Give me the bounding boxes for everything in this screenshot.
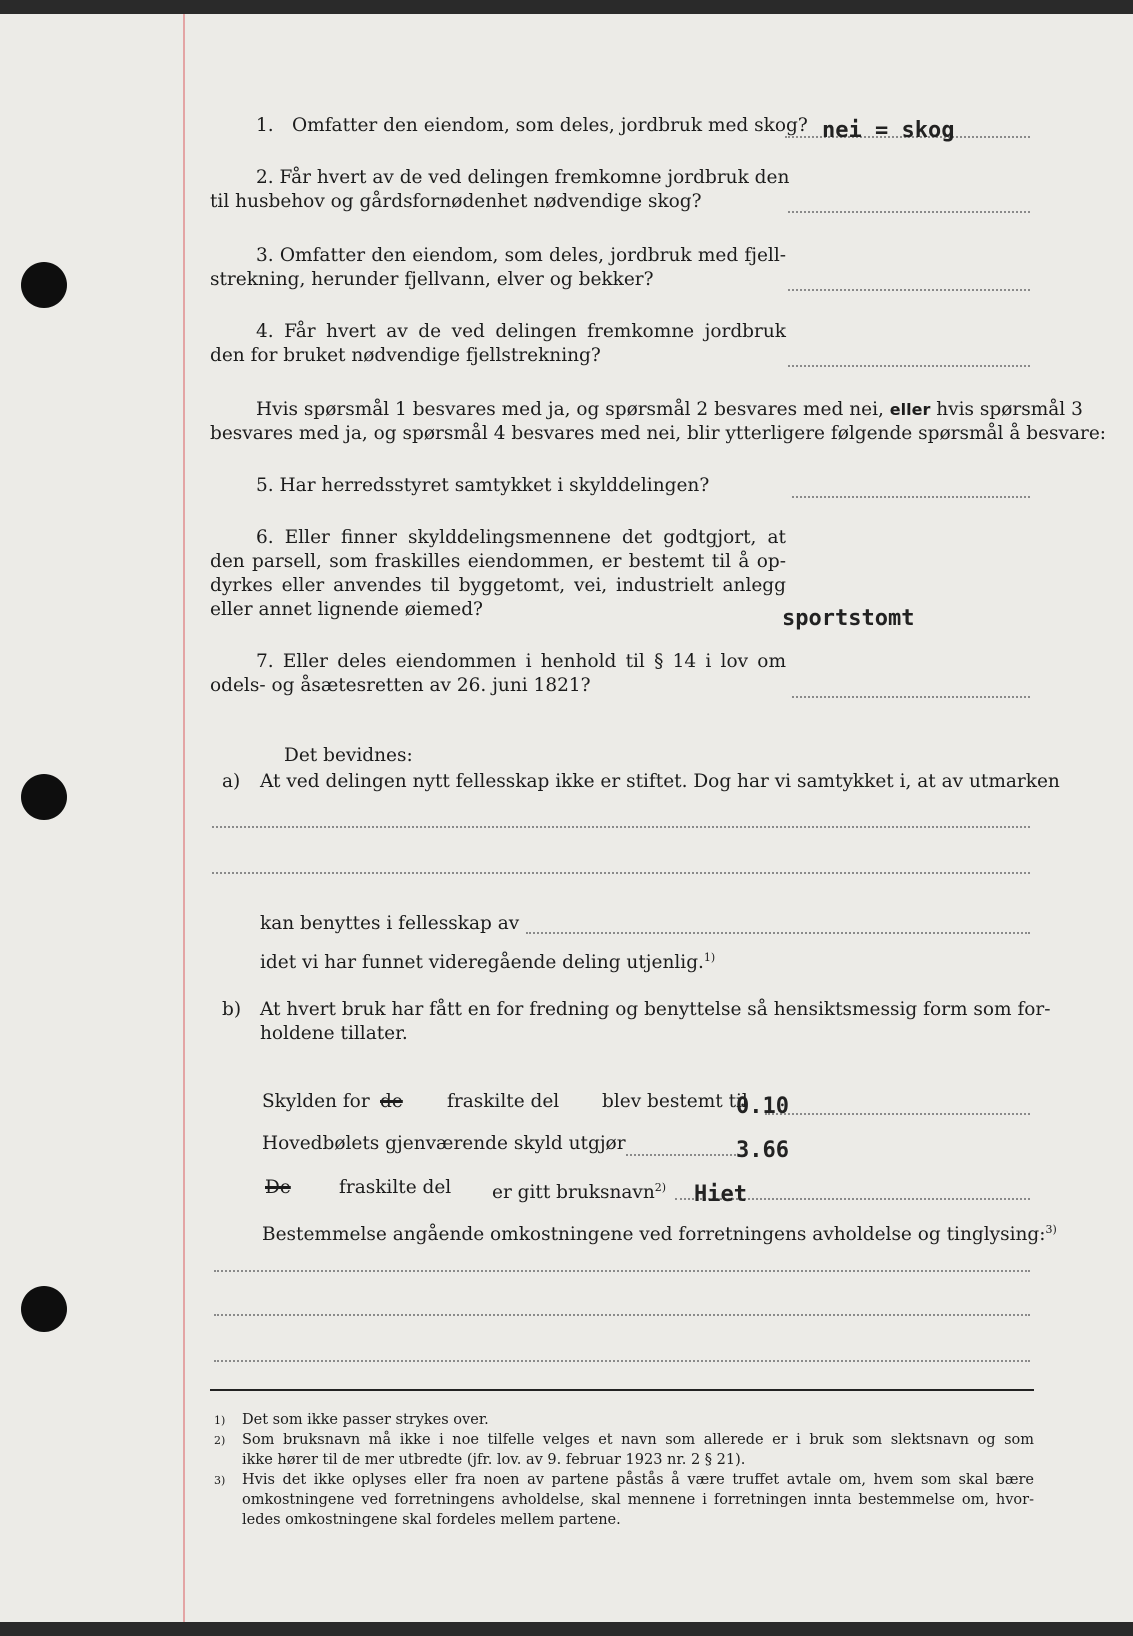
item-b-line2: holdene tillater. xyxy=(260,1023,408,1044)
item-a-reason xyxy=(260,946,715,975)
navn-text: er gitt bruksnavn xyxy=(492,1182,655,1204)
skyld-label-c: blev bestemt til xyxy=(602,1091,748,1112)
answer-line xyxy=(792,696,1030,698)
navn-label-b: fraskilte del xyxy=(339,1177,452,1198)
q7-line1: 7. Eller deles eiendommen i henhold til § 14 i lov om xyxy=(256,651,786,672)
footnote-ref: 3) xyxy=(1045,1223,1057,1236)
hoved-value: 3.66 xyxy=(736,1138,789,1163)
item-a-shared: kan benyttes i fellesskap av xyxy=(260,913,520,934)
cost-text: Bestemmelse angående omkostningene ved forretningens avholdelse og tinglysing: xyxy=(262,1224,1046,1246)
footnote-ref: 2) xyxy=(654,1181,667,1194)
condition-text: hvis spørsmål 3 xyxy=(936,399,1083,420)
footnote-2-line1: Som bruksnavn må ikke i noe tilfelle velges et navn som allerede er i bruk som slektsnavn og som xyxy=(242,1432,1034,1448)
q3-line2: strekning, herunder fjellvann, elver og bekker? xyxy=(210,269,654,290)
q1-num: 1. xyxy=(256,115,274,136)
footnote-3-line2: omkostningene ved forretningens avholdelse, skal mennene i forretningen innta bestemmelse om, hvor- xyxy=(242,1492,1034,1508)
item-a-label: a) xyxy=(222,771,241,792)
hoved-label: Hovedbølets gjenværende skyld utgjør xyxy=(262,1133,626,1154)
fill-line xyxy=(214,1360,1030,1362)
fill-line xyxy=(214,1270,1030,1272)
skyld-value: 0.10 xyxy=(736,1094,789,1119)
answer-line xyxy=(788,289,1030,291)
q3-line1: 3. Omfatter den eiendom, som deles, jordbruk med fjell- xyxy=(256,245,786,266)
struck-word: De xyxy=(265,1177,291,1198)
skyld-label: Skylden for xyxy=(262,1091,370,1112)
condition-line1 xyxy=(256,398,1083,422)
margin-line xyxy=(183,14,185,1622)
q6-line4: eller annet lignende øiemed? xyxy=(210,599,483,620)
footnote-mark: 2) xyxy=(214,1434,226,1447)
answer-line xyxy=(788,365,1030,367)
q6-line3: dyrkes eller anvendes til byggetomt, vei, industrielt anlegg xyxy=(210,575,786,596)
cost-label xyxy=(262,1218,1057,1247)
condition-eller: eller xyxy=(889,400,931,419)
q2-line2: til husbehov og gårdsfornødenhet nødvendige skog? xyxy=(210,191,702,212)
footnote-2-line2: ikke hører til de mer utbredte (jfr. lov. av 9. februar 1923 nr. 2 § 21). xyxy=(242,1452,746,1468)
q6-line2: den parsell, som fraskilles eiendommen, er bestemt til å op- xyxy=(210,551,786,572)
q2-line1: 2. Får hvert av de ved delingen fremkomne jordbruk den xyxy=(256,167,790,188)
footnote-mark: 3) xyxy=(214,1474,226,1487)
fill-line xyxy=(212,826,1030,828)
q6-line1: 6. Eller finner skylddelingsmennene det godtgjort, at xyxy=(256,527,786,548)
q5-text: 5. Har herredsstyret samtykket i skylddelingen? xyxy=(256,475,710,496)
punch-hole xyxy=(21,774,67,820)
struck-word: de xyxy=(380,1091,403,1112)
q1-answer: nei = skog xyxy=(822,118,955,143)
navn-value: Hiet xyxy=(694,1182,747,1207)
item-a-text: At ved delingen nytt fellesskap ikke er stiftet. Dog har vi samtykket i, at av utmarken xyxy=(260,771,1060,792)
answer-line xyxy=(792,496,1030,498)
attestation-heading: Det bevidnes: xyxy=(284,745,413,766)
footnote-rule xyxy=(210,1389,1034,1391)
fill-line xyxy=(212,872,1030,874)
footnote-mark: 1) xyxy=(214,1414,226,1427)
skyld-label-b: fraskilte del xyxy=(447,1091,560,1112)
q7-line2: odels- og åsætesretten av 26. juni 1821? xyxy=(210,675,591,696)
footnote-3-line1: Hvis det ikke oplyses eller fra noen av partene påstås å være truffet avtale om, hvem som skal bære xyxy=(242,1472,1034,1488)
document-page xyxy=(0,14,1133,1622)
fill-line xyxy=(526,932,1030,934)
condition-text: Hvis spørsmål 1 besvares med ja, og spørsmål 2 besvares med nei, xyxy=(256,399,884,420)
punch-hole xyxy=(21,262,67,308)
condition-line2: besvares med ja, og spørsmål 4 besvares med nei, blir ytterligere følgende spørsmål å besvare: xyxy=(210,423,1107,444)
fill-line xyxy=(626,1154,740,1156)
fill-line xyxy=(765,1113,1030,1115)
q4-line1: 4. Får hvert av de ved delingen fremkomne jordbruk xyxy=(256,321,786,342)
q4-line2: den for bruket nødvendige fjellstrekning? xyxy=(210,345,601,366)
fill-line xyxy=(214,1314,1030,1316)
footnote-ref: 1) xyxy=(703,951,716,964)
item-b-line1: At hvert bruk har fått en for fredning og benyttelse så hensiktsmessig form som for- xyxy=(260,999,1051,1020)
footnote-3-line3: ledes omkostningene skal fordeles mellem partene. xyxy=(242,1512,621,1528)
item-b-label: b) xyxy=(222,999,242,1020)
punch-hole xyxy=(21,1286,67,1332)
navn-label-c xyxy=(492,1176,666,1205)
q1-text: Omfatter den eiendom, som deles, jordbruk med skog? xyxy=(292,115,808,136)
footnote-1: Det som ikke passer strykes over. xyxy=(242,1412,489,1428)
answer-line xyxy=(788,211,1030,213)
q6-answer: sportstomt xyxy=(782,606,915,631)
reason-text: idet vi har funnet videregående deling utjenlig. xyxy=(260,952,704,974)
